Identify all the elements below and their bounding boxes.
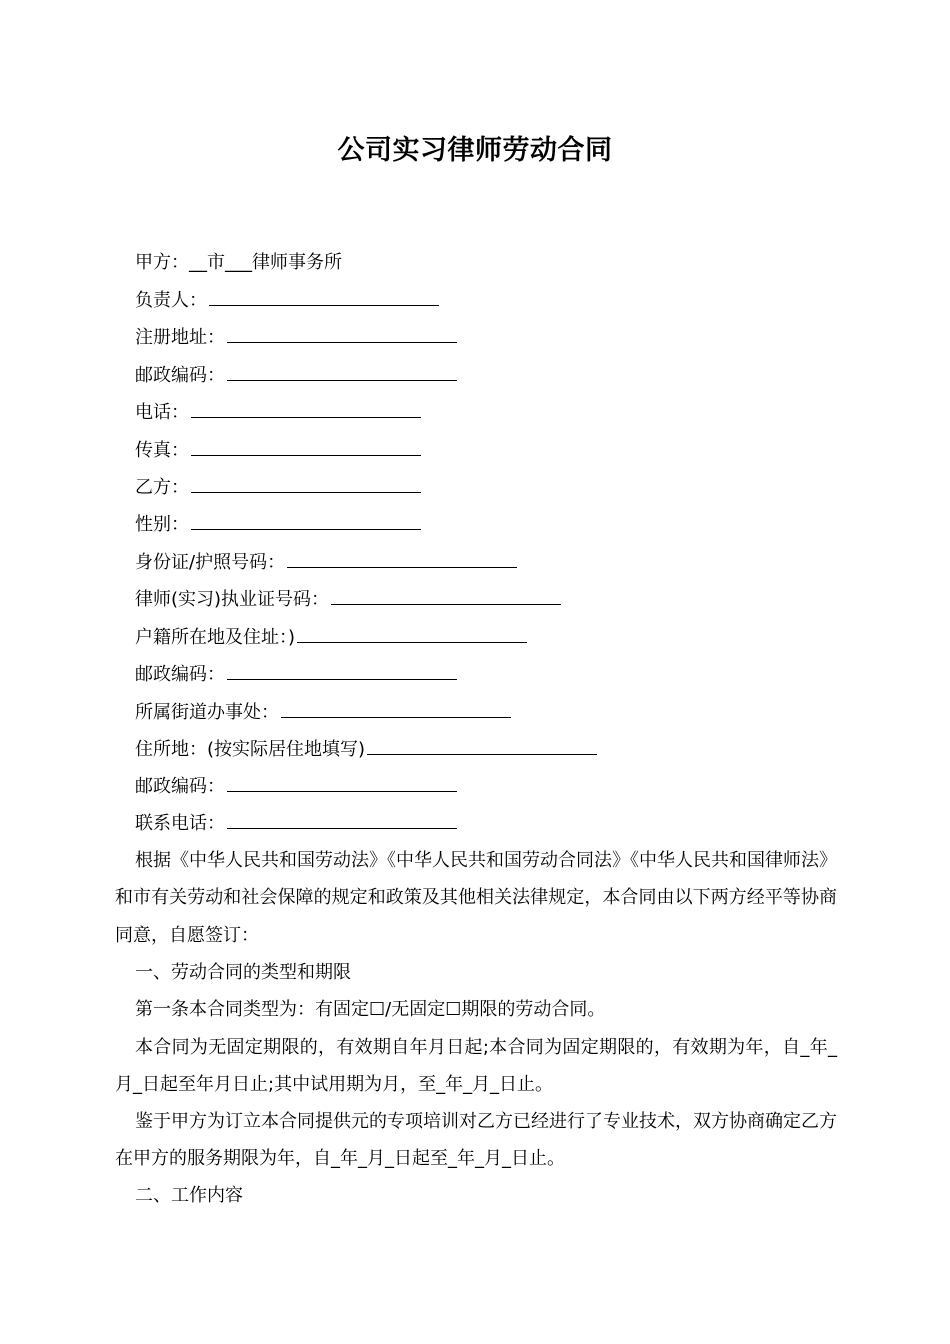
page-title: 公司实习律师劳动合同 [337, 135, 613, 166]
field-gender [135, 511, 421, 537]
field-label: 律师(实习)执业证号码： [135, 589, 330, 610]
field-household-address [135, 624, 527, 650]
intro-paragraph: 根据《中华人民共和国劳动法》《中华人民共和国劳动合同法》《中华人民共和国律师法》和市有关劳动和社会保障的规定和政策及其他相关法律规定，本合同由以下两方经平等协商同意，自愿签订： [115, 850, 837, 946]
field-label: 邮政编码： [135, 365, 225, 386]
field-postal-code-b [135, 661, 457, 687]
field-label: 电话： [135, 402, 189, 423]
field-label: 所属街道办事处： [135, 702, 279, 723]
field-residence [135, 736, 597, 762]
field-label: 传真： [135, 440, 189, 461]
field-registered-address [135, 324, 457, 350]
field-phone [135, 399, 421, 425]
blank-line [331, 586, 561, 605]
field-label: 联系电话： [135, 813, 225, 834]
field-label: 甲方：__市___律师事务所 [135, 252, 342, 273]
field-label: 住所地：(按实际居住地填写) [135, 739, 366, 760]
blank-line [227, 773, 457, 792]
field-postal-code-c [135, 773, 457, 799]
blank-line [227, 324, 457, 343]
blank-line [287, 549, 517, 568]
blank-line [227, 810, 457, 829]
field-label: 邮政编码： [135, 776, 225, 797]
field-responsible-person [135, 287, 439, 313]
field-contact-phone [135, 810, 457, 836]
field-party-a [135, 250, 342, 276]
field-label: 注册地址： [135, 327, 225, 348]
blank-line [281, 699, 511, 718]
field-label: 身份证/护照号码： [135, 552, 286, 573]
article-1: 第一条本合同类型为：有固定☐/无固定☐期限的劳动合同。 [135, 999, 606, 1020]
field-label: 乙方： [135, 477, 189, 498]
section-heading-1: 一、劳动合同的类型和期限 [135, 962, 351, 983]
blank-line [367, 736, 597, 755]
field-postal-code-a [135, 362, 457, 388]
field-id-passport [135, 549, 517, 575]
blank-line [227, 661, 457, 680]
blank-line [191, 399, 421, 418]
blank-line [191, 511, 421, 530]
section-heading-2: 二、工作内容 [135, 1185, 243, 1206]
field-label: 邮政编码： [135, 664, 225, 685]
blank-line [209, 287, 439, 306]
field-label: 性别： [135, 514, 189, 535]
field-fax [135, 437, 421, 463]
field-label: 负责人： [135, 290, 207, 311]
field-party-b [135, 474, 421, 500]
blank-line [191, 437, 421, 456]
blank-line [191, 474, 421, 493]
training-paragraph: 鉴于甲方为订立本合同提供元的专项培训对乙方已经进行了专业技术，双方协商确定乙方在甲方的服务期限为年，自_年_月_日起至_年_月_日止。 [115, 1111, 837, 1170]
field-street-office [135, 699, 511, 725]
field-license-number [135, 586, 561, 612]
blank-line [227, 362, 457, 381]
field-label: 户籍所在地及住址：) [135, 627, 296, 648]
term-paragraph: 本合同为无固定期限的，有效期自年月日起;本合同为固定期限的，有效期为年，自_年_月_日起至年月日止;其中试用期为月，至_年_月_日止。 [115, 1037, 837, 1096]
blank-line [297, 624, 527, 643]
